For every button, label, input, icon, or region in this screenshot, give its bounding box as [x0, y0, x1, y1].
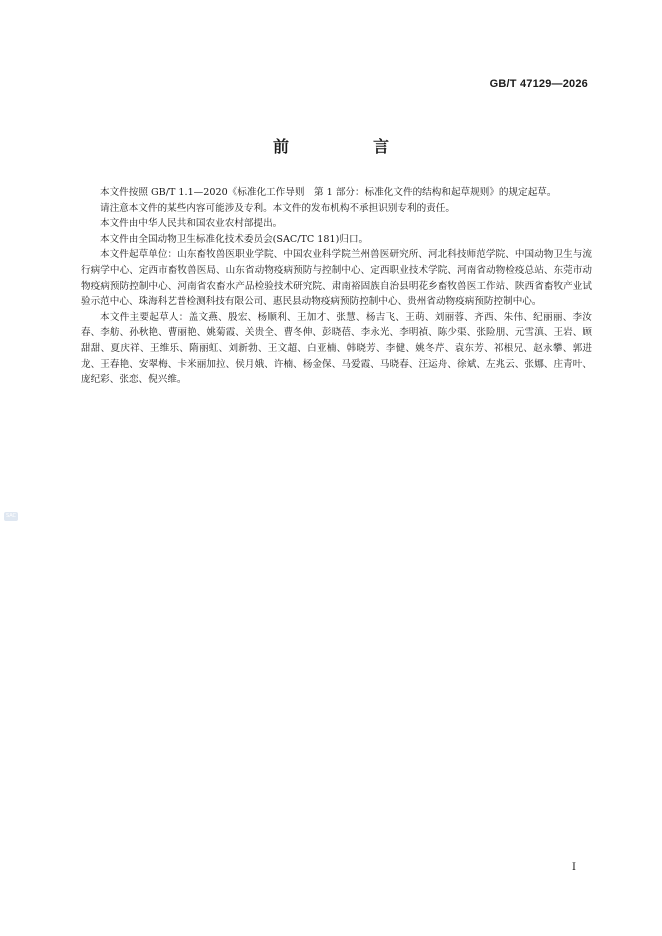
page-title: 前 言: [272, 137, 423, 156]
page-number: I: [572, 862, 576, 873]
paragraph-technical-committee: 本文件由全国动物卫生标准化技术委员会(SAC/TC 181)归口。: [100, 233, 369, 245]
paragraph-proposer: 本文件由中华人民共和国农业农村部提出。: [100, 218, 283, 230]
paragraph-patent-notice: 请注意本文件的某些内容可能涉及专利。本文件的发布机构不承担识别专利的责任。: [100, 202, 455, 214]
paragraph-drafting-rules: 本文件按照 GB/T 1.1—2020《标准化工作导则 第 1 部分：标准化文件的结构和起草规则》的规定起草。: [100, 187, 557, 198]
body-text: [81, 185, 592, 388]
paragraph-drafters: 本文件主要起草人：盖文燕、殷宏、杨顺利、王加才、张慧、杨吉飞、王萌、刘丽蓉、齐西、朱伟、纪丽丽、李汝春、李舫、孙秋艳、曹丽艳、姚菊霞、关贵全、曹冬伸、彭晓蓓、李永光、李明禎、陈少渠、张险朋、元雪滇、王岩、顾甜甜、夏庆祥、王维乐、隋丽虹、刘新勃、王文超、白亚楠、韩晓芳、李健、姚冬芹、袁东芳、祁根兄、赵永攀、郭进龙、王春艳、安翠梅、卡米丽加拉、侯月娥、许楠、杨金保、马爱霞、马晓春、汪运舟、徐斌、左兆云、张娜、庄青叶、庞纪彩、张恋、倪兴维。: [81, 311, 592, 386]
paragraph-drafting-units: 本文件起草单位：山东畜牧兽医职业学院、中国农业科学院兰州兽医研究所、河北科技师范学院、中国动物卫生与流行病学中心、定西市畜牧兽医局、山东省动物疫病预防与控制中心、定西职业技术学院、河南省动物检疫总站、东莞市动物疫病预防控制中心、河南省农畜水产品检验技术研究院、肃南裕固族自治县明花乡畜牧兽医工作站、陕西省畜牧产业试验示范中心、珠海科艺普检测科技有限公司、惠民县动物疫病预防控制中心、贵州省动物疫病预防控制中心。: [81, 249, 592, 308]
side-watermark-mark: SAC: [5, 513, 17, 519]
document-code: GB/T 47129—2026: [489, 78, 588, 90]
